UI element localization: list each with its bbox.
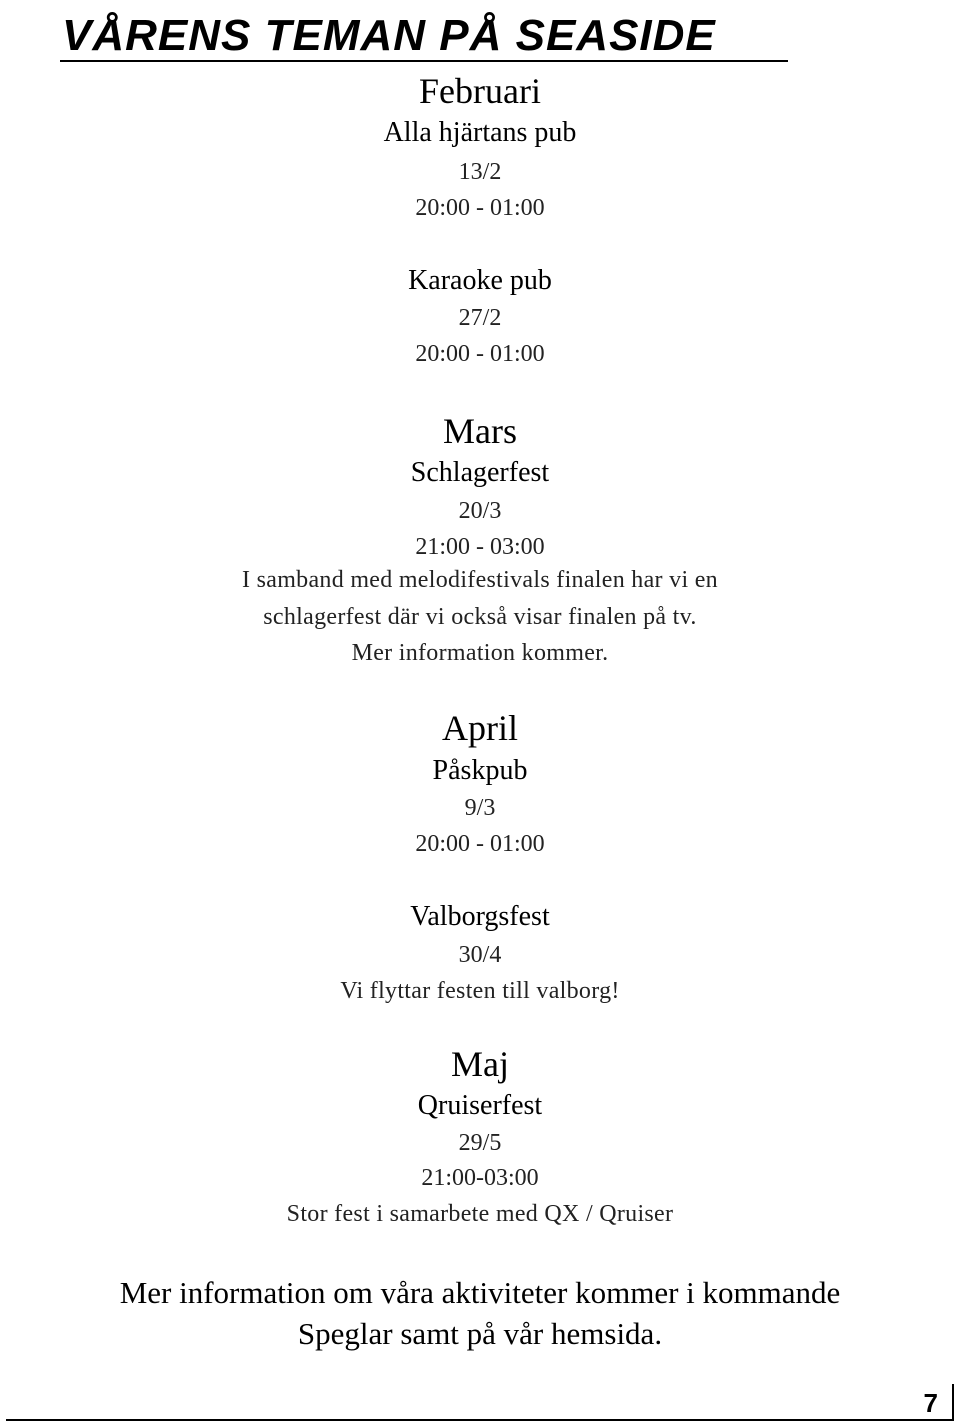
event-time: 21:00 - 03:00 bbox=[415, 534, 545, 560]
month-heading-februari: Februari bbox=[419, 71, 541, 111]
event-time: 20:00 - 01:00 bbox=[415, 195, 545, 221]
event-date: 13/2 bbox=[458, 159, 502, 185]
month-heading-maj: Maj bbox=[451, 1044, 509, 1084]
event-time: 20:00 - 01:00 bbox=[415, 831, 545, 857]
title-underline bbox=[60, 60, 788, 62]
event-title: Qruiserfest bbox=[417, 1090, 543, 1121]
footer-text-line-1: Mer information om våra aktiviteter kommer i kommande bbox=[119, 1275, 841, 1310]
event-title: Alla hjärtans pub bbox=[383, 117, 577, 148]
event-title: Karaoke pub bbox=[408, 265, 552, 296]
event-date: 20/3 bbox=[458, 498, 502, 524]
event-note: Vi flyttar festen till valborg! bbox=[340, 978, 620, 1004]
month-heading-april: April bbox=[442, 708, 518, 748]
event-note: Stor fest i samarbete med QX / Qruiser bbox=[286, 1201, 674, 1227]
event-date: 9/3 bbox=[464, 795, 496, 821]
event-date: 30/4 bbox=[458, 942, 502, 968]
page-frame-bottom bbox=[6, 1419, 954, 1421]
event-description: schlagerfest där vi också visar finalen på tv. bbox=[263, 604, 697, 630]
page-title: VÅRENS TEMAN PÅ SEASIDE bbox=[62, 11, 716, 60]
event-description: I samband med melodifestivals finalen har vi en bbox=[242, 567, 718, 593]
event-description: Mer information kommer. bbox=[351, 640, 609, 666]
page-frame-right bbox=[952, 1384, 954, 1421]
month-heading-mars: Mars bbox=[443, 411, 517, 451]
event-time: 20:00 - 01:00 bbox=[415, 341, 545, 367]
page-number: 7 bbox=[923, 1388, 938, 1418]
event-date: 27/2 bbox=[458, 305, 502, 331]
event-title: Valborgsfest bbox=[410, 901, 550, 932]
event-title: Påskpub bbox=[432, 755, 528, 786]
footer-text-line-2: Speglar samt på vår hemsida. bbox=[297, 1316, 663, 1351]
event-title: Schlagerfest bbox=[410, 457, 550, 488]
event-date: 29/5 bbox=[458, 1130, 502, 1156]
event-time: 21:00-03:00 bbox=[421, 1165, 539, 1191]
